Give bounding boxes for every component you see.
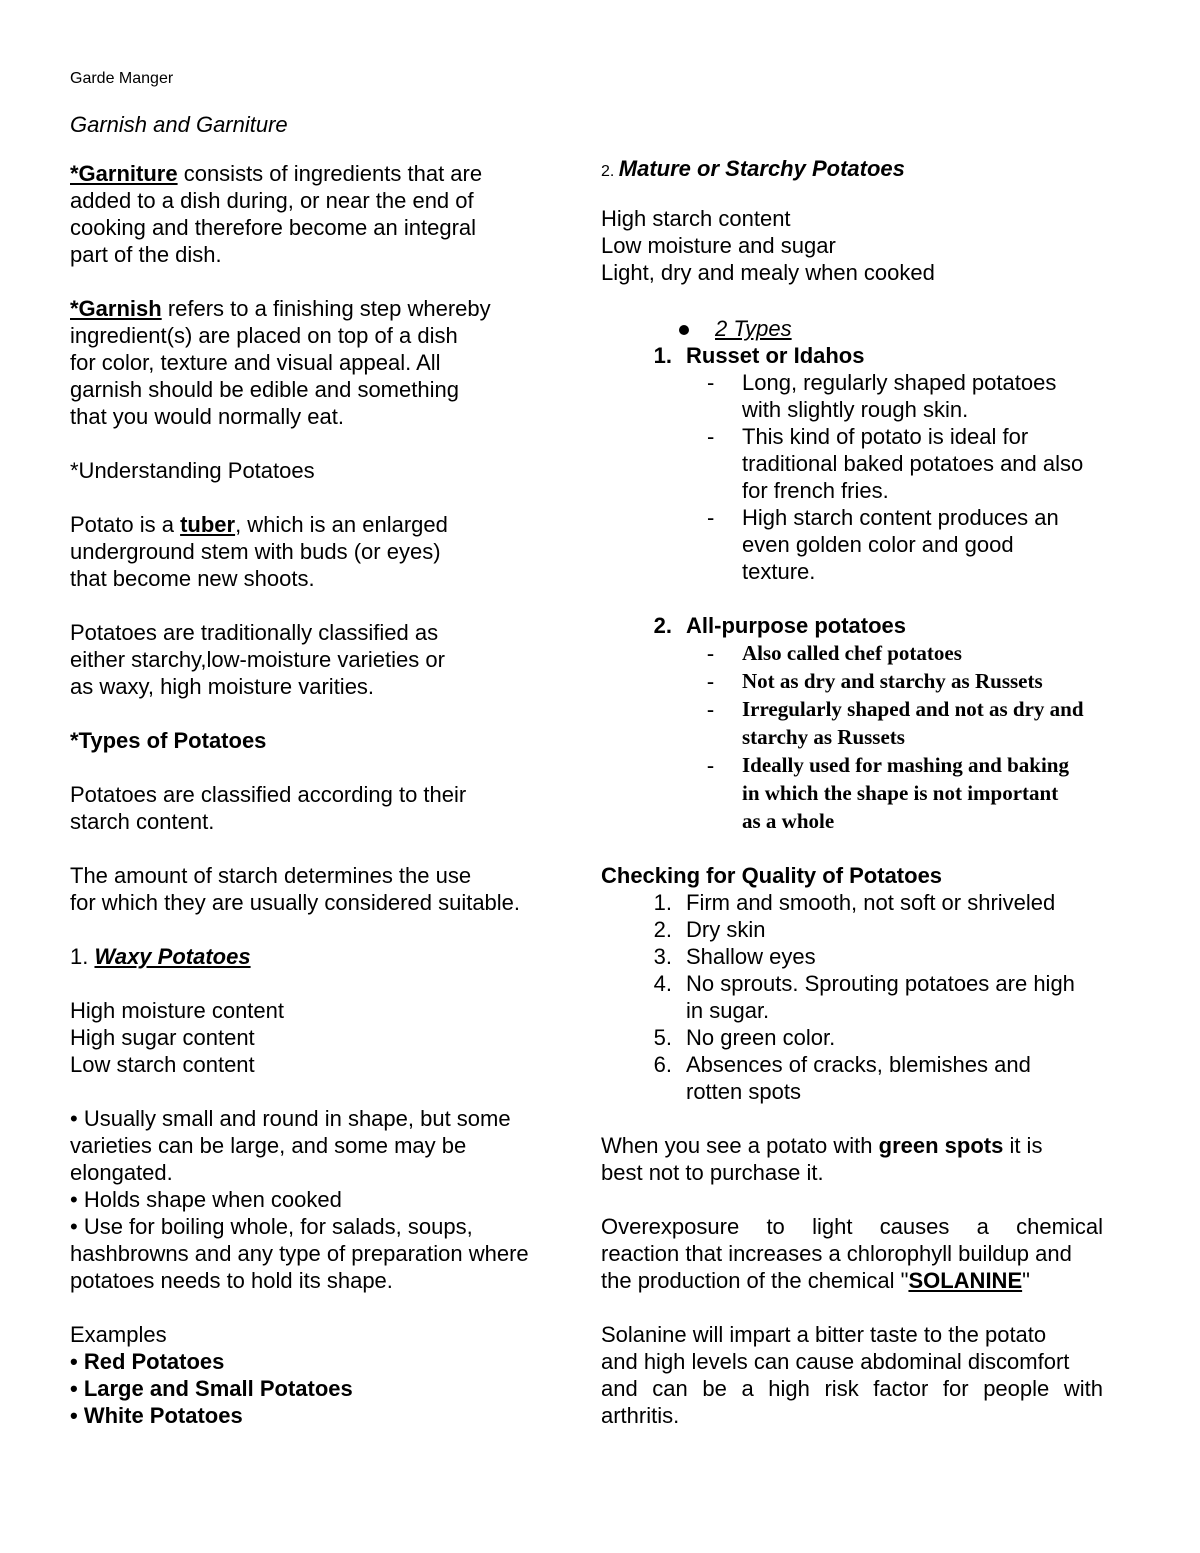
russet-list	[707, 369, 1103, 585]
list-item: 1. Firm and smooth, not soft or shriveled	[653, 890, 1056, 915]
examples-label: Examples	[70, 1322, 167, 1347]
understanding-heading: *Understanding Potatoes	[70, 458, 315, 483]
garniture-term: *Garniture	[70, 161, 178, 186]
mature-title: Mature or Starchy Potatoes	[618, 156, 905, 181]
types-bullet: 2 Types	[601, 315, 1103, 342]
allpurpose-section	[601, 612, 1103, 639]
left-column	[70, 160, 570, 1429]
list-item: 5. No green color.	[653, 1025, 836, 1050]
quality-list	[601, 889, 1103, 1105]
list-item: - This kind of potato is ideal for traditional baked potatoes and also for french fries.	[707, 424, 1084, 503]
quality-heading: Checking for Quality of Potatoes	[601, 863, 943, 888]
types-heading: *Types of Potatoes	[70, 728, 267, 753]
waxy-title: Waxy Potatoes	[94, 944, 251, 969]
list-item: - Ideally used for mashing and baking in which the shape is not important as a whole	[707, 753, 1069, 833]
garniture-paragraph: *Garniture consists of ingredients that are added to a dish during, or near the end of cooking and therefore become an integral part of the dish.	[70, 161, 483, 267]
right-column	[601, 155, 1103, 1429]
allpurpose-list	[707, 639, 1103, 835]
list-item: - High starch content produces an even golden color and good texture.	[707, 505, 1059, 584]
list-item: 2. Dry skin	[653, 917, 766, 942]
page-header: Garde Manger	[70, 70, 174, 87]
mature-properties: High starch content Low moisture and sugar Light, dry and mealy when cooked	[601, 206, 935, 285]
garnish-paragraph: *Garnish refers to a finishing step whereby ingredient(s) are placed on top of a dish for color, texture and visual appeal. All garnish should be edible and something that you would normally eat.	[70, 296, 491, 429]
list-item: - Irregularly shaped and not as dry and starchy as Russets	[707, 697, 1084, 749]
waxy-bullets: • Usually small and round in shape, but some varieties can be large, and some may be elongated. • Holds shape when cooked • Use for boiling whole, for salads, soups, hashbrowns and any type of preparation where potatoes needs to hold its shape.	[70, 1106, 529, 1293]
list-item: • White Potatoes	[70, 1403, 243, 1428]
garnish-term: *Garnish	[70, 296, 162, 321]
russet-section	[601, 342, 1103, 369]
list-item: - Also called chef potatoes	[707, 641, 962, 665]
examples-list	[70, 1348, 570, 1429]
bullet-icon	[679, 325, 689, 335]
list-item: 3. Shallow eyes	[653, 944, 816, 969]
overexposure-paragraph: Overexposure to light causes a chemical reaction that increases a chlorophyll buildup and the production of the chemical "SOLANINE"	[601, 1214, 1103, 1293]
tuber-paragraph: Potato is a tuber, which is an enlarged underground stem with buds (or eyes) that become new shoots.	[70, 512, 448, 591]
list-item: • Large and Small Potatoes	[70, 1376, 353, 1401]
page-subtitle: Garnish and Garniture	[70, 112, 288, 137]
solanine-effect-paragraph: Solanine will impart a bitter taste to the potato and high levels can cause abdominal discomfort and can be a high risk factor for people with arthritis.	[601, 1322, 1103, 1428]
green-spots-paragraph: When you see a potato with green spots it is best not to purchase it.	[601, 1133, 1043, 1185]
waxy-properties: High moisture content High sugar content Low starch content	[70, 998, 284, 1077]
amount-paragraph: The amount of starch determines the use for which they are usually considered suitable.	[70, 863, 521, 915]
list-item: • Red Potatoes	[70, 1349, 225, 1374]
mature-heading: 2. Mature or Starchy Potatoes	[601, 156, 905, 181]
allpurpose-title: All-purpose potatoes	[686, 613, 907, 638]
starch-paragraph: Potatoes are classified according to their starch content.	[70, 782, 467, 834]
waxy-heading: 1. Waxy Potatoes	[70, 944, 251, 969]
classification-paragraph: Potatoes are traditionally classified as either starchy,low-moisture varieties or as waxy, high moisture varities.	[70, 620, 445, 699]
solanine-term: SOLANINE	[908, 1268, 1023, 1293]
tuber-term: tuber	[180, 512, 236, 537]
list-item: - Not as dry and starchy as Russets	[707, 669, 1043, 693]
russet-title: Russet or Idahos	[686, 343, 865, 368]
list-item: - Long, regularly shaped potatoes with slightly rough skin.	[707, 370, 1057, 422]
allpurpose-heading: 2. All-purpose potatoes	[653, 613, 907, 638]
list-item: 4. No sprouts. Sprouting potatoes are high in sugar.	[653, 971, 1075, 1023]
list-item: 6. Absences of cracks, blemishes and rotten spots	[653, 1052, 1031, 1104]
green-spots-term: green spots	[878, 1133, 1004, 1158]
russet-heading: 1. Russet or Idahos	[653, 343, 865, 368]
